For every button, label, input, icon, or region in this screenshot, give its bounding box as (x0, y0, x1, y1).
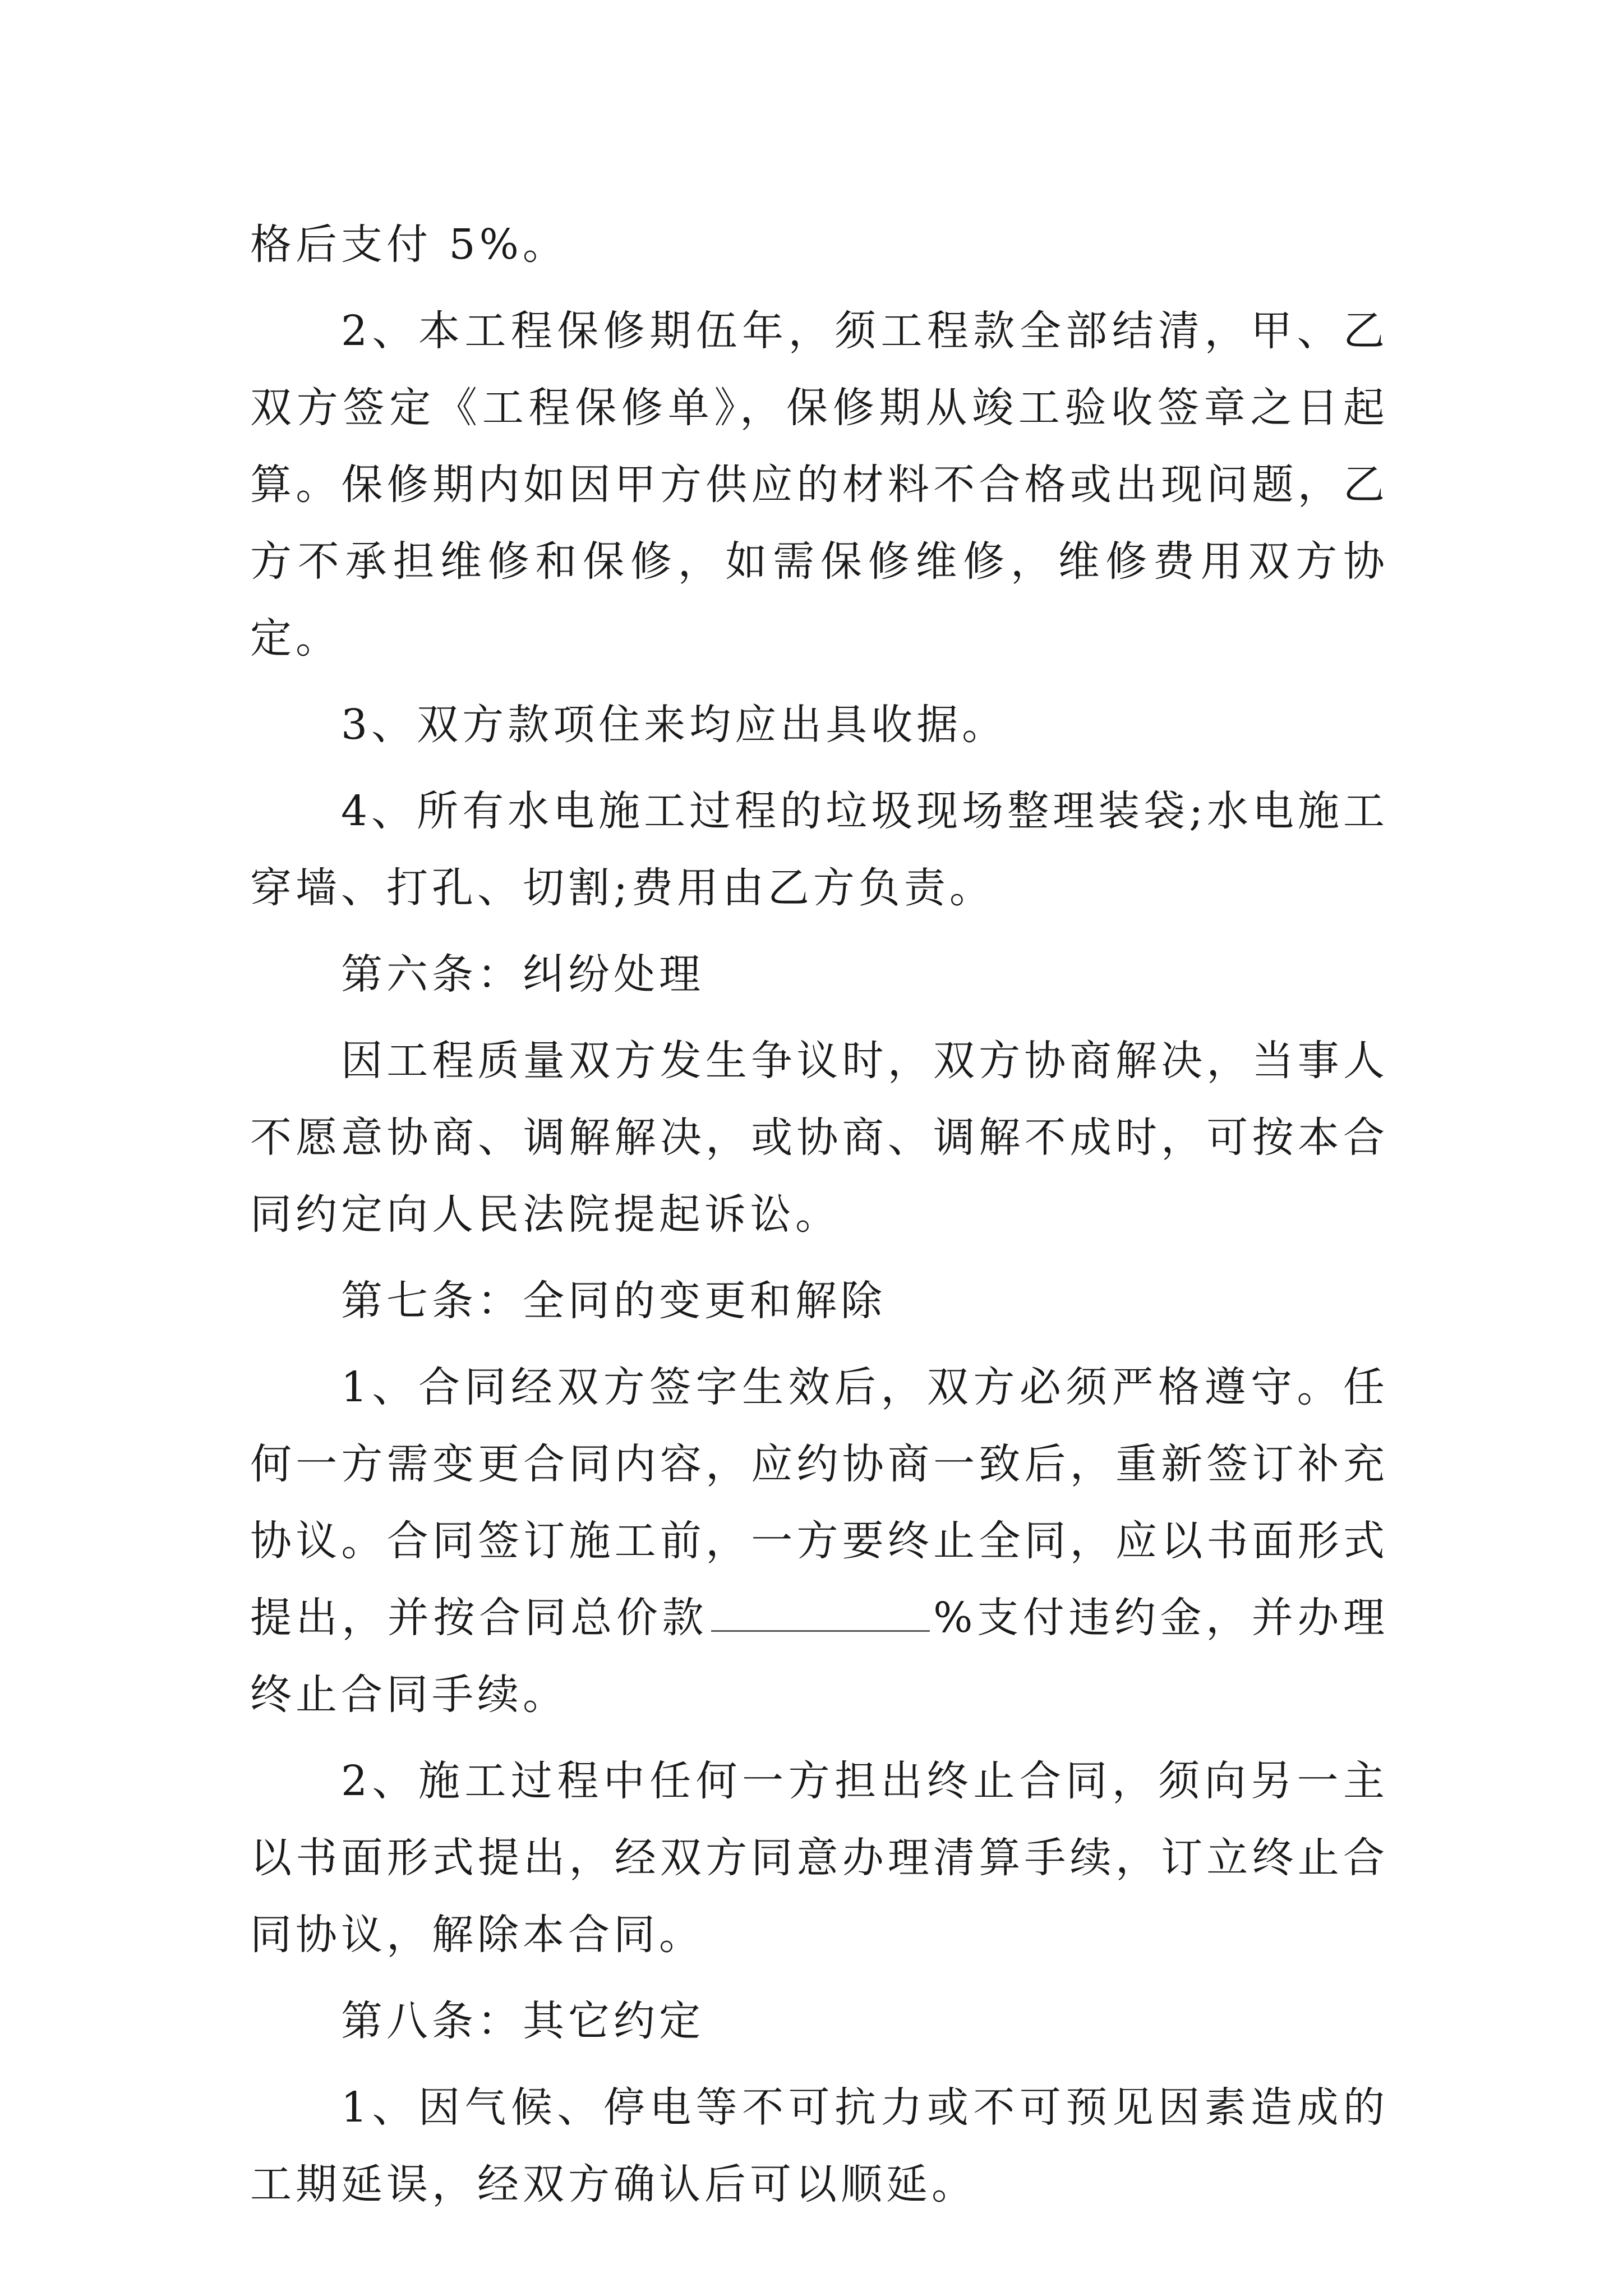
spacer (250, 1253, 1389, 1263)
spacer (250, 1013, 1389, 1023)
heading-article-6: 第六条：纠纷处理 (341, 950, 704, 999)
paragraph-payment-tail: 格后支付 5%。 (250, 220, 568, 269)
paragraph-receipts: 3、双方款项住来均应出具收据。 (341, 701, 1008, 749)
penalty-percent-blank (711, 1596, 930, 1632)
paragraph-contract-change-part1: 1、合同经双方签字生效后，双方必须严格遵守。任何一方需变更合同内容，应约协商一致后，重新签订补充协议。合同签订施工前，一方要终止全同，应以书面形式提出，并按合同总价款 (250, 1363, 1389, 1642)
spacer (250, 763, 1389, 773)
paragraph-force-majeure: 1、因气候、停电等不可抗力或不可预见因素造成的工期延误，经双方确认后可以顺延。 (250, 2083, 1389, 2208)
spacer (250, 677, 1389, 687)
spacer (250, 927, 1389, 936)
paragraph-contract-change-part2: %支付违约金，并办理终止合同手续。 (250, 1594, 1389, 1719)
paragraph-termination: 2、施工过程中任何一方担出终止合同，须向另一主以书面形式提出，经双方同意办理清算手续，订立终止合同协议，解除本合同。 (250, 1757, 1389, 1959)
spacer (250, 283, 1389, 293)
spacer (250, 1733, 1389, 1743)
spacer (250, 1973, 1389, 1983)
spacer (250, 2060, 1389, 2069)
paragraph-contract-change (250, 1349, 1389, 1733)
document-body (250, 206, 1389, 2223)
heading-article-7: 第七条：全同的变更和解除 (341, 1277, 886, 1325)
heading-article-8: 第八条：其它约定 (341, 1997, 704, 2045)
paragraph-warranty: 2、本工程保修期伍年，须工程款全部结清，甲、乙双方签定《工程保修单》，保修期从竣工验收签章之日起算。保修期内如因甲方供应的材料不合格或出现问题，乙方不承担维修和保修，如需保修维修，维修费用双方协定。 (250, 307, 1389, 662)
spacer (250, 1340, 1389, 1349)
paragraph-dispute: 因工程质量双方发生争议时，双方协商解决，当事人不愿意协商、调解解决，或协商、调解不成时，可按本合同约定向人民法院提起诉讼。 (250, 1037, 1389, 1239)
paragraph-waste-cleanup: 4、所有水电施工过程的垃圾现场整理装袋;水电施工穿墙、打孔、切割;费用由乙方负责。 (250, 787, 1389, 912)
